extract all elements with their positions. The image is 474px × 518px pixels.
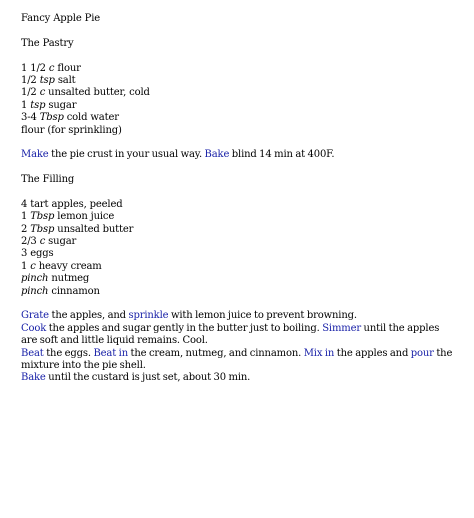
- ingredient-name: lemon juice: [57, 211, 115, 223]
- step-text: the apples and sugar gently in the butter just to boiling.: [48, 322, 320, 334]
- ingredient-line: [21, 273, 461, 285]
- action-verb: Mix in: [303, 347, 335, 359]
- ingredient-unit: Tbsp: [30, 223, 55, 235]
- spacer: [21, 298, 461, 310]
- step-text: the apples, and: [51, 310, 126, 322]
- pastry-step: [21, 149, 453, 161]
- ingredient-line: [21, 199, 461, 211]
- ingredient-name: flour (for sprinkling): [21, 124, 122, 136]
- step-text: the eggs.: [46, 347, 91, 359]
- ingredient-line: [21, 224, 461, 236]
- ingredient-name: sugar: [48, 236, 77, 248]
- ingredient-unit: pinch: [21, 273, 49, 285]
- ingredient-qty: 1/2: [21, 87, 37, 99]
- ingredient-name: salt: [57, 74, 76, 86]
- action-verb: Beat in: [93, 347, 128, 359]
- ingredient-qty: 1: [21, 99, 28, 111]
- ingredient-line: [21, 125, 461, 137]
- ingredient-unit: c: [48, 62, 55, 74]
- action-verb: Simmer: [322, 322, 362, 334]
- action-verb: Bake: [21, 372, 46, 384]
- ingredient-line: [21, 100, 461, 112]
- ingredient-name: eggs: [30, 248, 54, 260]
- filling-ingredient-list: [21, 199, 461, 298]
- action-verb: Cook: [21, 322, 47, 334]
- ingredient-qty: 1/2: [21, 74, 37, 86]
- step-text: the cream, nutmeg, and cinnamon.: [130, 347, 302, 359]
- ingredient-name: cinnamon: [51, 285, 100, 297]
- ingredient-line: [21, 75, 461, 87]
- recipe-document: [21, 13, 461, 385]
- ingredient-line: [21, 261, 461, 273]
- ingredient-name: tart apples, peeled: [30, 198, 123, 210]
- action-verb: pour: [410, 347, 434, 359]
- ingredient-qty: 2/3: [21, 236, 37, 248]
- action-verb: sprinkle: [128, 310, 169, 322]
- recipe-title: Fancy Apple Pie: [21, 13, 101, 24]
- filling-heading: The Filling: [21, 174, 75, 186]
- ingredient-qty: 2: [21, 223, 28, 235]
- ingredient-qty: 4: [21, 198, 28, 210]
- ingredient-qty: 1: [21, 211, 28, 223]
- ingredient-name: flour: [57, 62, 81, 74]
- ingredient-name: unsalted butter: [57, 223, 134, 235]
- ingredient-name: nutmeg: [51, 273, 90, 285]
- filling-step: [21, 310, 453, 322]
- ingredient-line: [21, 211, 461, 223]
- action-verb: Make: [21, 149, 49, 161]
- ingredient-name: sugar: [48, 99, 77, 111]
- action-verb: Bake: [204, 149, 230, 161]
- ingredient-qty: 1: [21, 260, 28, 272]
- step-text: blind 14 min at 400F.: [231, 149, 335, 161]
- ingredient-unit: pinch: [21, 285, 49, 297]
- ingredient-line: [21, 63, 461, 75]
- ingredient-name: unsalted butter, cold: [48, 87, 150, 99]
- ingredient-name: heavy cream: [38, 260, 102, 272]
- ingredient-unit: c: [30, 260, 36, 272]
- step-text: the pie crust in your usual way.: [51, 149, 202, 161]
- action-verb: Grate: [21, 310, 49, 322]
- filling-step: [21, 348, 453, 373]
- spacer: [21, 137, 461, 149]
- ingredient-line: [21, 236, 461, 248]
- filling-step: [21, 323, 453, 348]
- pastry-ingredient-list: [21, 63, 461, 137]
- step-text: the mixture into the pie shell.: [21, 347, 453, 372]
- ingredient-name: cold water: [66, 112, 119, 124]
- filling-step: [21, 372, 453, 384]
- ingredient-line: [21, 248, 461, 260]
- ingredient-unit: c: [39, 87, 46, 99]
- ingredient-qty: 1 1/2: [21, 62, 46, 74]
- step-text: until the custard is just set, about 30 min.: [48, 372, 251, 384]
- ingredient-unit: tsp: [39, 74, 55, 86]
- action-verb: Beat: [21, 347, 44, 359]
- step-text: with lemon juice to prevent browning.: [170, 310, 357, 322]
- ingredient-line: [21, 286, 461, 298]
- ingredient-unit: c: [39, 236, 46, 248]
- ingredient-qty: 3: [21, 248, 28, 260]
- ingredient-qty: 3-4: [21, 112, 37, 124]
- ingredient-unit: Tbsp: [39, 112, 64, 124]
- ingredient-unit: tsp: [30, 99, 46, 111]
- ingredient-line: [21, 87, 461, 99]
- ingredient-unit: Tbsp: [30, 211, 55, 223]
- step-text: the apples and: [336, 347, 409, 359]
- pastry-heading: The Pastry: [21, 37, 74, 49]
- filling-steps: [21, 310, 461, 384]
- step-text: until the apples are soft and little liquid remains. Cool.: [21, 322, 440, 347]
- ingredient-line: [21, 112, 461, 124]
